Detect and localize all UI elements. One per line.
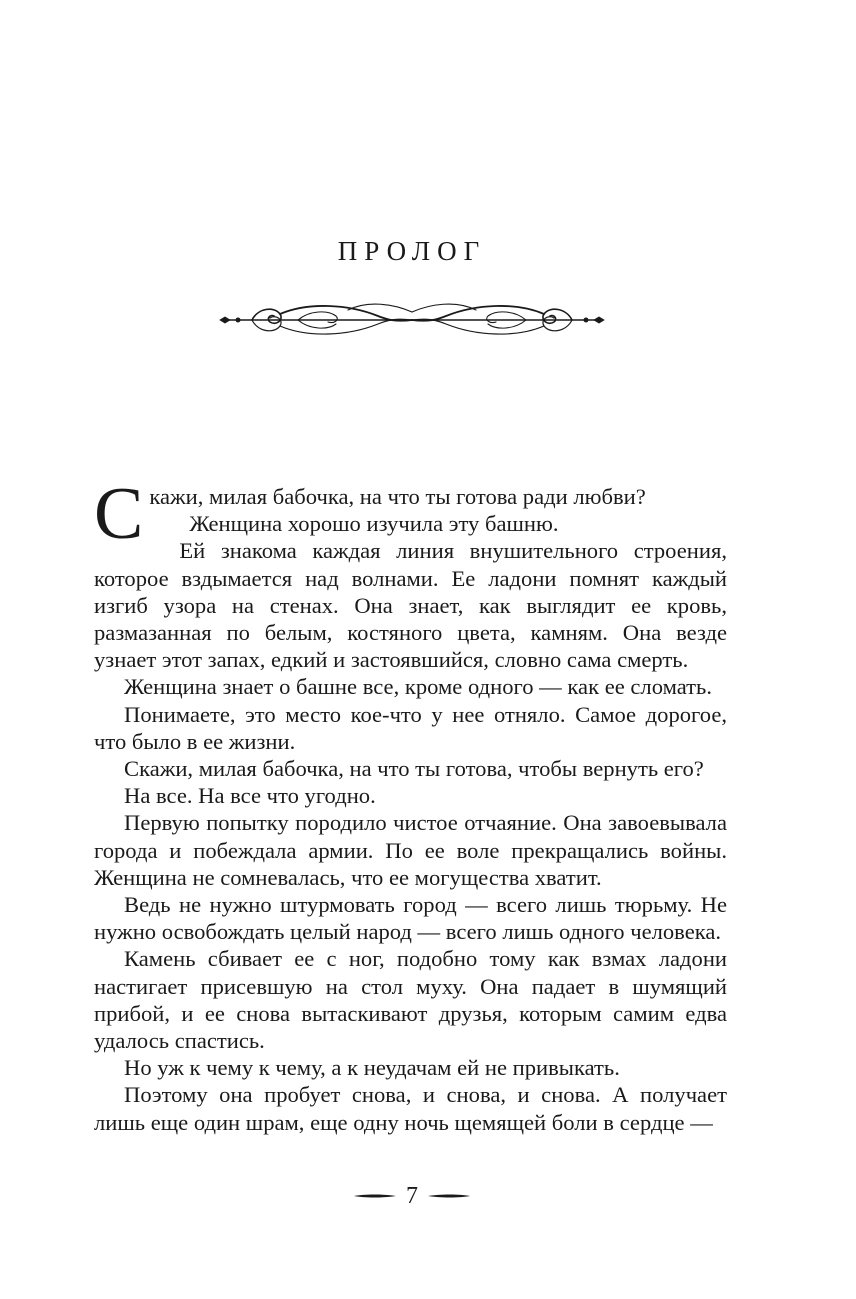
paragraph: Скажи, милая бабочка, на что ты готова, чтобы вернуть его?	[124, 756, 704, 782]
footer-dash-right-icon	[428, 1193, 470, 1199]
footer-dash-left-icon	[354, 1193, 396, 1199]
paragraph: Камень сбивает ее с ног, подобно тому как взмах ладони настигает присевшую на стол муху. Она падает в шумящий прибой, и ее снова вытаскивают друзья, которым самим едва удалось спастись.	[94, 946, 727, 1054]
paragraph: Ей знакома каждая линия внушительного строения, которое вздымается над волнами. Ее ладони помнят каждый изгиб узора на стенах. Она знает, как выглядит ее кровь, размазанная по белым, костяного цвета, камням. Она везде узнает этот запах, едкий и застоявшийся, словно сама смерть.	[94, 538, 727, 673]
opening-paragraph	[94, 473, 727, 555]
paragraph: Понимаете, это место кое-что у нее отняло. Самое дорогое, что было в ее жизни.	[94, 701, 727, 754]
paragraph: Но уж к чему к чему, а к неудачам ей не привыкать.	[124, 1055, 620, 1081]
paragraph: Женщина знает о башне все, кроме одного — как ее сломать.	[124, 674, 712, 700]
prologue-text	[94, 473, 727, 1136]
paragraph: Поэтому она пробует снова, и снова, и снова. А получает лишь еще один шрам, еще одну ночь щемящей боли в сердце —	[94, 1082, 727, 1135]
chapter-title: ПРОЛОГ	[337, 236, 487, 266]
page-number: 7	[406, 1183, 418, 1210]
flourish-divider-icon	[218, 298, 606, 342]
page-footer	[0, 1181, 824, 1210]
drop-cap: С	[94, 473, 144, 555]
paragraph: На все. На все что угодно.	[124, 783, 376, 809]
paragraph: Первую попытку породило чистое отчаяние. Она завоевывала города и побеждала армии. По ее воле прекращались войны. Женщина не сомневалась, что ее могущества хватит.	[94, 810, 727, 890]
paragraph: Ведь не нужно штурмовать город — всего лишь тюрьму. Не нужно освобождать целый народ — всего лишь одного человека.	[94, 892, 727, 945]
second-line: Женщина хорошо изучила эту башню.	[189, 511, 559, 537]
opening-line: кажи, милая бабочка, на что ты готова ради любви?	[149, 484, 646, 509]
